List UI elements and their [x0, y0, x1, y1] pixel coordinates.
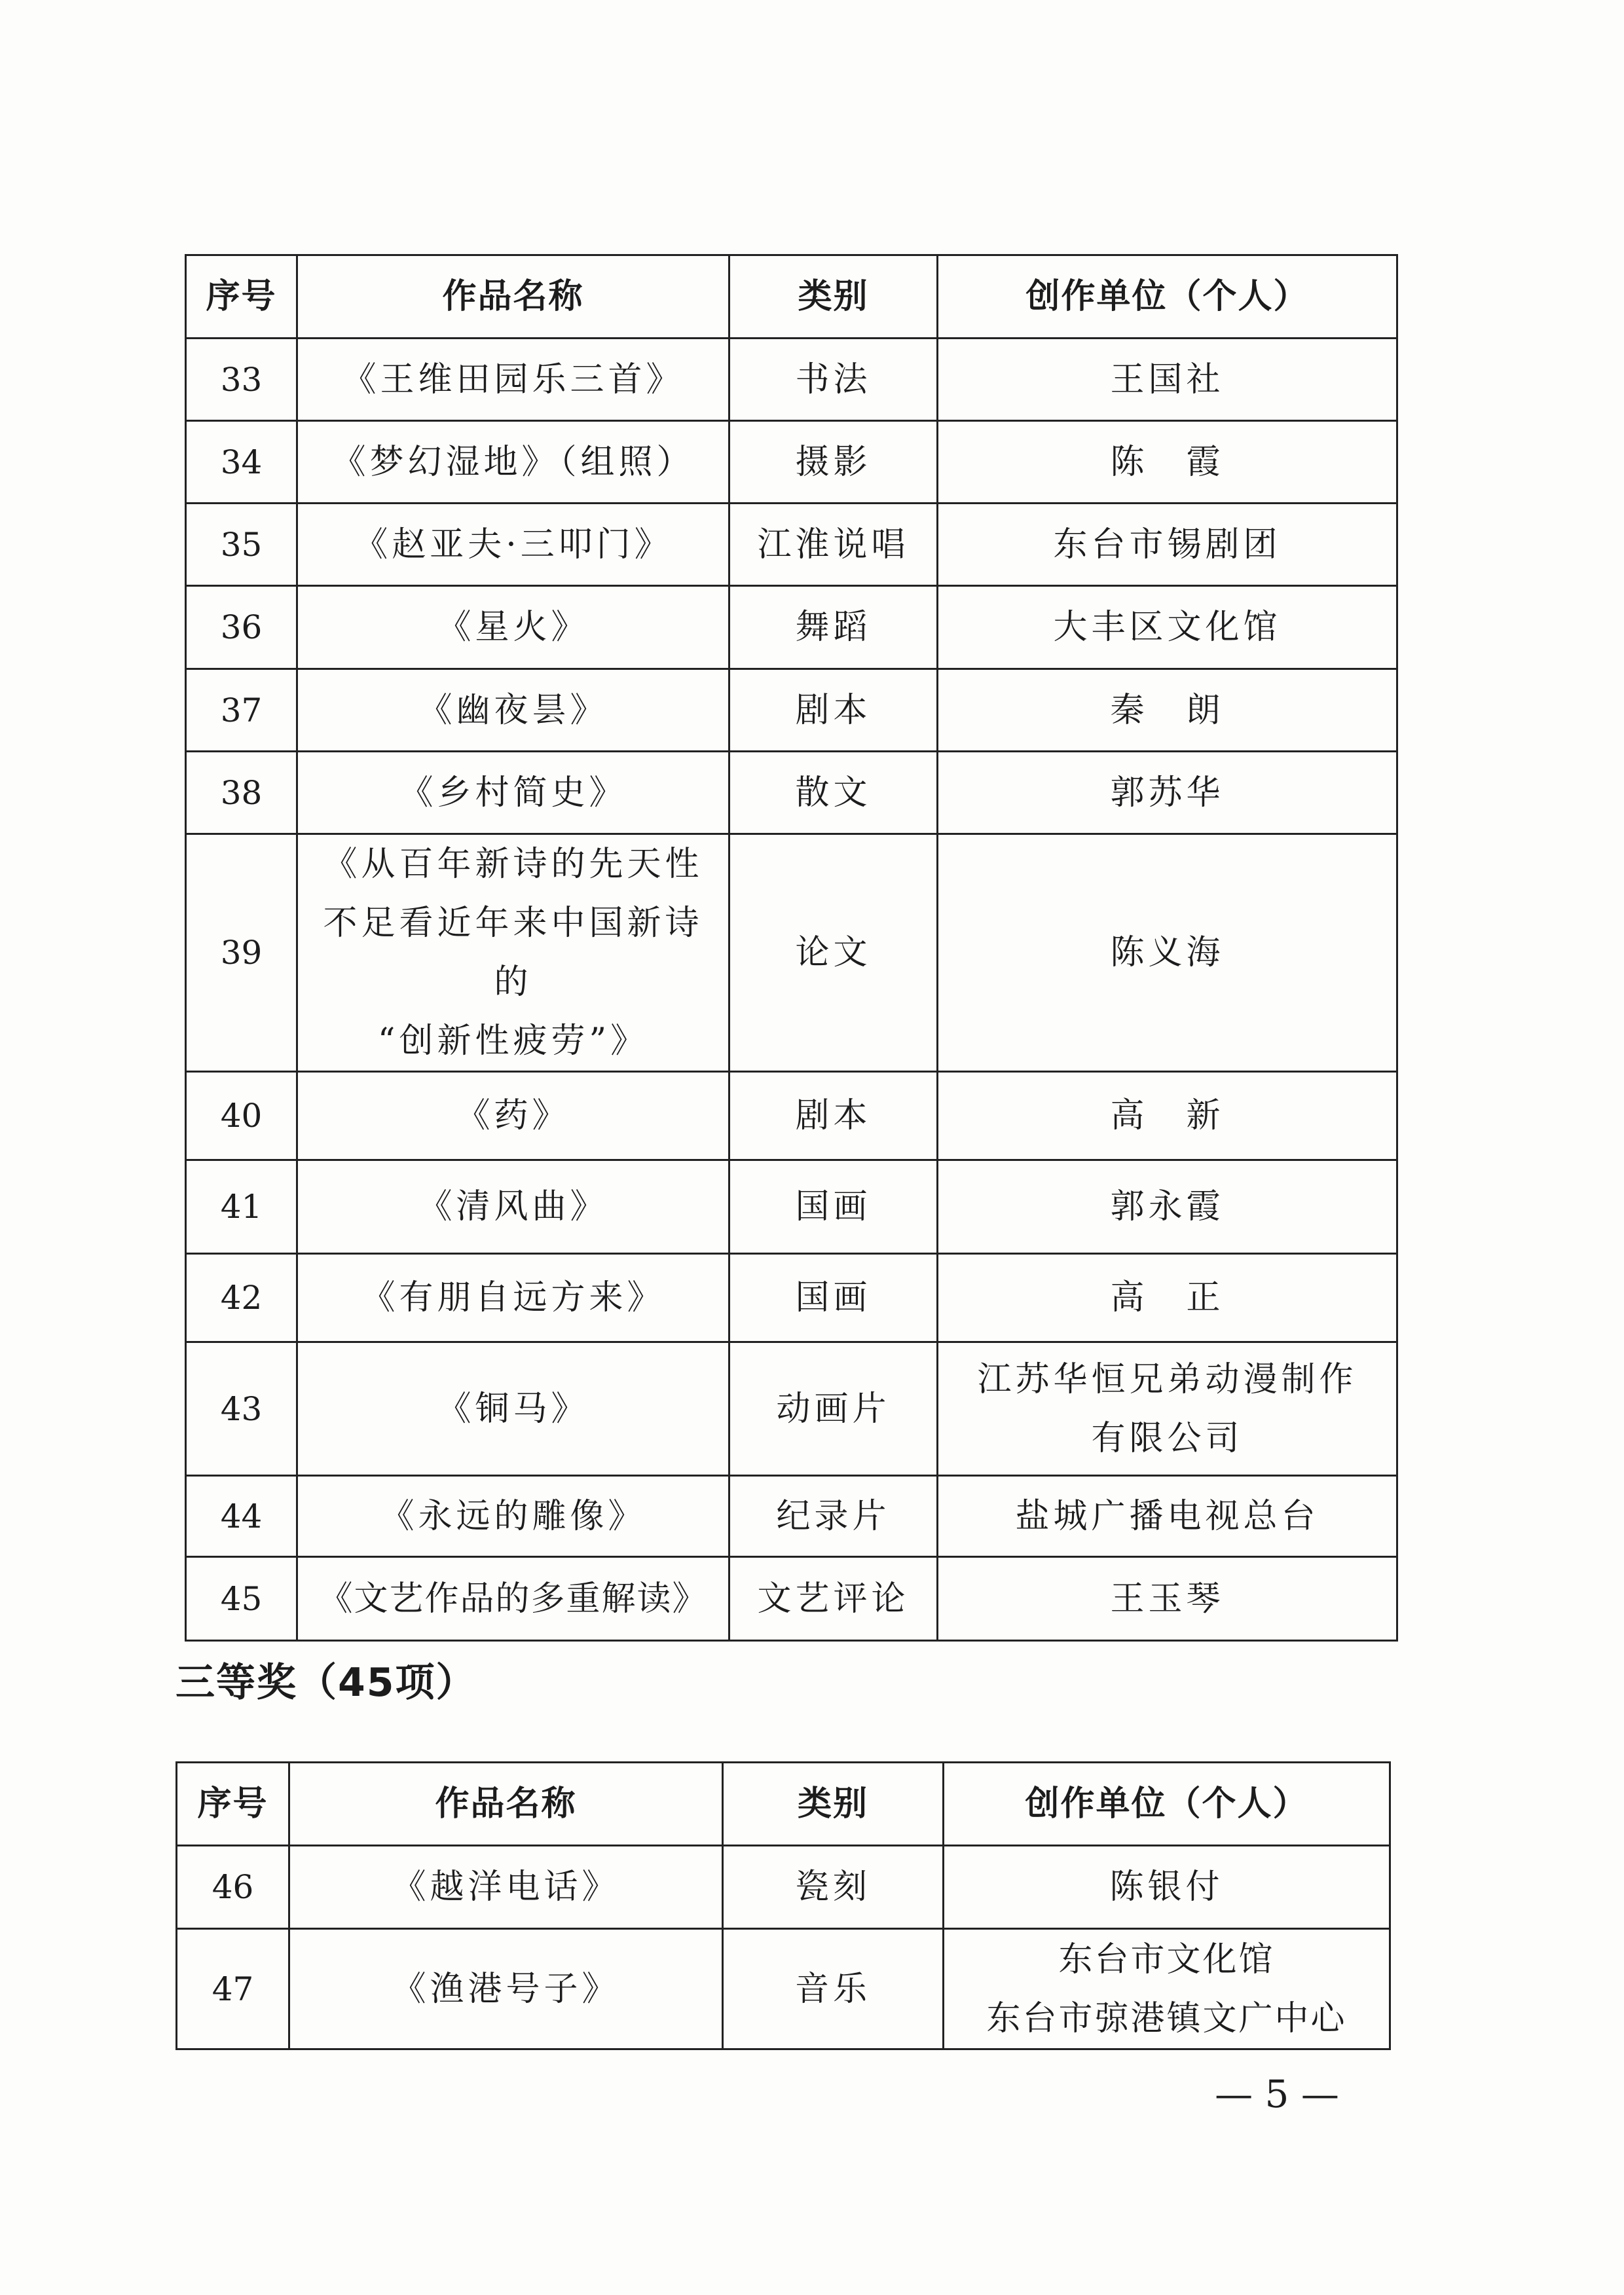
- row-category: 论文: [729, 834, 938, 1072]
- row-creator: 秦 朗: [938, 669, 1397, 752]
- row-index: 46: [177, 1846, 289, 1929]
- table-row: [186, 1160, 1397, 1254]
- header-index: 序号: [177, 1763, 289, 1846]
- row-category: 江淮说唱: [729, 504, 938, 586]
- table-row: [186, 504, 1397, 586]
- row-creator: 盐城广播电视总台: [938, 1476, 1397, 1557]
- row-creator-line: 东台市弶港镇文广中心: [986, 1998, 1347, 2038]
- row-creator: 大丰区文化馆: [938, 586, 1397, 669]
- table-row: [186, 1072, 1397, 1160]
- row-title: 《星火》: [297, 586, 729, 669]
- row-index: 43: [186, 1342, 297, 1476]
- row-index: 47: [177, 1929, 289, 2049]
- row-index: 45: [186, 1557, 297, 1641]
- row-title: 《越洋电话》: [289, 1846, 723, 1929]
- row-category: 国画: [729, 1254, 938, 1342]
- row-creator: 陈 霞: [938, 421, 1397, 504]
- row-category: 纪录片: [729, 1476, 938, 1557]
- row-title: 《乡村简史》: [297, 752, 729, 834]
- awards-table-third-prize: [175, 1761, 1391, 2050]
- table-row: [186, 752, 1397, 834]
- row-creator: 陈义海: [938, 834, 1397, 1072]
- row-title: 《赵亚夫·三叩门》: [297, 504, 729, 586]
- row-title: 《有朋自远方来》: [297, 1254, 729, 1342]
- row-creator: [938, 1342, 1397, 1476]
- row-title: 《药》: [297, 1072, 729, 1160]
- table-row: [186, 669, 1397, 752]
- table-row: [177, 1846, 1390, 1929]
- row-index: 34: [186, 421, 297, 504]
- row-index: 44: [186, 1476, 297, 1557]
- row-index: 33: [186, 339, 297, 421]
- awards-table-second-prize: [185, 254, 1398, 1642]
- row-creator: 东台市锡剧团: [938, 504, 1397, 586]
- row-title: 《幽夜昙》: [297, 669, 729, 752]
- row-title: 《王维田园乐三首》: [297, 339, 729, 421]
- row-index: 42: [186, 1254, 297, 1342]
- row-index: 38: [186, 752, 297, 834]
- table-row: [186, 1476, 1397, 1557]
- table-row: [186, 1254, 1397, 1342]
- table-row: [186, 421, 1397, 504]
- row-creator-line: 有限公司: [1091, 1418, 1244, 1458]
- table-row: [186, 339, 1397, 421]
- row-category: 散文: [729, 752, 938, 834]
- header-creator: 创作单位（个人）: [938, 255, 1397, 339]
- row-title: 《清风曲》: [297, 1160, 729, 1254]
- row-category: 瓷刻: [723, 1846, 944, 1929]
- table-row: [186, 1557, 1397, 1641]
- row-title-line: 不足看近年来中国新诗的: [323, 904, 703, 1002]
- table-header-row: [186, 255, 1397, 339]
- row-category: 剧本: [729, 669, 938, 752]
- row-title: [297, 834, 729, 1072]
- row-creator: 陈银付: [944, 1846, 1390, 1929]
- table-row: [186, 1342, 1397, 1476]
- header-index: 序号: [186, 255, 297, 339]
- header-title: 作品名称: [289, 1763, 723, 1846]
- row-creator: 王玉琴: [938, 1557, 1397, 1641]
- row-category: 国画: [729, 1160, 938, 1254]
- row-creator: 高 新: [938, 1072, 1397, 1160]
- row-category: 动画片: [729, 1342, 938, 1476]
- table-row: [186, 586, 1397, 669]
- row-creator-line: 东台市文化馆: [1058, 1939, 1275, 1979]
- row-index: 35: [186, 504, 297, 586]
- header-creator: 创作单位（个人）: [944, 1763, 1390, 1846]
- row-creator: 郭苏华: [938, 752, 1397, 834]
- row-title: 《渔港号子》: [289, 1929, 723, 2049]
- row-category: 书法: [729, 339, 938, 421]
- header-category: 类别: [729, 255, 938, 339]
- row-title: 《永远的雕像》: [297, 1476, 729, 1557]
- row-title: 《梦幻湿地》（组照）: [297, 421, 729, 504]
- row-creator: 高 正: [938, 1254, 1397, 1342]
- row-index: 37: [186, 669, 297, 752]
- row-category: 文艺评论: [729, 1557, 938, 1641]
- row-title: 《文艺作品的多重解读》: [297, 1557, 729, 1641]
- row-index: 41: [186, 1160, 297, 1254]
- row-creator: 王国社: [938, 339, 1397, 421]
- header-category: 类别: [723, 1763, 944, 1846]
- section-heading-third-prize: 三等奖（45项）: [175, 1660, 477, 1706]
- row-title-line: 《从百年新诗的先天性: [323, 845, 703, 884]
- table-row: [186, 834, 1397, 1072]
- row-index: 39: [186, 834, 297, 1072]
- row-creator: [944, 1929, 1390, 2049]
- table-header-row: [177, 1763, 1390, 1846]
- table-row: [177, 1929, 1390, 2049]
- row-creator-line: 江苏华恒兄弟动漫制作: [977, 1359, 1357, 1399]
- row-index: 40: [186, 1072, 297, 1160]
- header-title: 作品名称: [297, 255, 729, 339]
- row-title: 《铜马》: [297, 1342, 729, 1476]
- row-title-line: “创新性疲劳”》: [377, 1021, 649, 1061]
- row-creator: 郭永霞: [938, 1160, 1397, 1254]
- page-number: — 5 —: [1215, 2072, 1339, 2116]
- row-category: 舞蹈: [729, 586, 938, 669]
- row-category: 摄影: [729, 421, 938, 504]
- row-category: 剧本: [729, 1072, 938, 1160]
- row-index: 36: [186, 586, 297, 669]
- row-category: 音乐: [723, 1929, 944, 2049]
